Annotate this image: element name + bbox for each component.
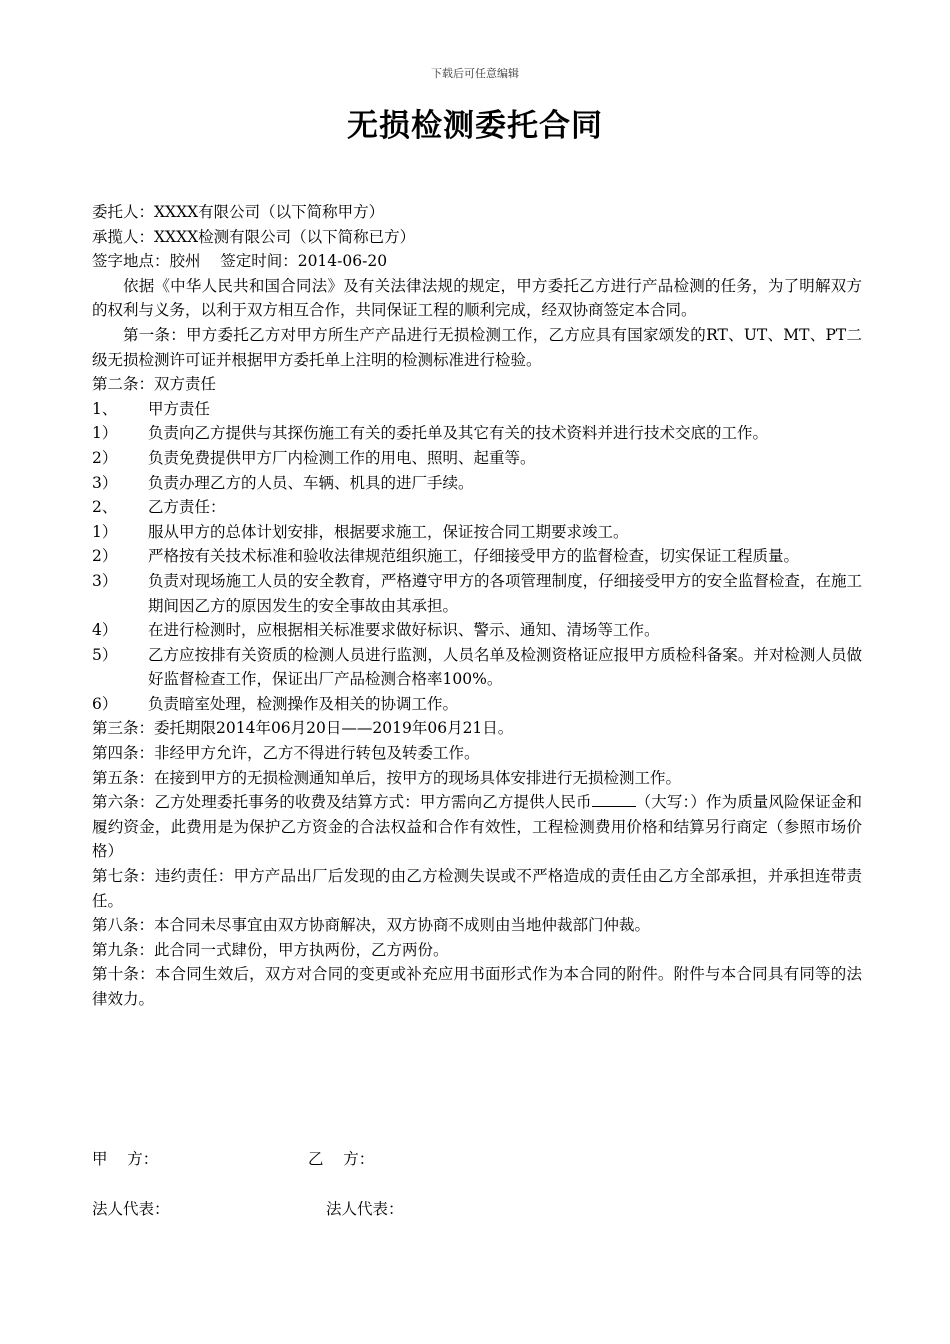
list-item [92, 520, 862, 545]
party-a-label: 甲方责任 [148, 399, 211, 418]
article-9: 第九条：此合同一式肆份，甲方执两份，乙方两份。 [92, 940, 449, 959]
item-text: 乙方应按排有关资质的检测人员进行监测，人员名单及检测资格证应报甲方质检科备案。并对检测人员做好监督检查工作，保证出厂产品检测合格率100%。 [148, 645, 862, 689]
document-title: 无损检测委托合同 [347, 108, 603, 144]
list-item [92, 471, 862, 496]
contractor-line: 承揽人：XXXX检测有限公司（以下简称已方） [92, 227, 416, 246]
item-text: 服从甲方的总体计划安排，根据要求施工，保证按合同工期要求竣工。 [148, 522, 629, 541]
item-text: 负责办理乙方的人员、车辆、机具的进厂手续。 [148, 473, 474, 492]
list-item [92, 569, 862, 618]
party-b-representative: 法人代表： [326, 1200, 404, 1218]
item-number: 2） [92, 547, 118, 566]
item-number: 3） [92, 571, 118, 590]
item-text: 在进行检测时，应根据相关标准要求做好标识、警示、通知、清场等工作。 [148, 621, 660, 640]
party-b-number: 2、 [92, 498, 118, 517]
list-item [92, 446, 862, 471]
item-number: 6） [92, 694, 118, 713]
party-a-signature: 甲 方： [92, 1150, 159, 1168]
party-b-signature: 乙 方： [308, 1150, 375, 1168]
item-text: 负责暗室处理，检测操作及相关的协调工作。 [148, 694, 459, 713]
article-6-before: 第六条：乙方处理委托事务的收费及结算方式：甲方需向乙方提供人民币 [92, 793, 592, 812]
article-2-heading: 第二条：双方责任 [92, 375, 217, 394]
list-item [92, 544, 862, 569]
article-6-after: （大写：）作为质量风险保证金和履约资金，此费用是为保护乙方资金的合法权益和合作有效性，工程检测费用价格和结算另行商定（参照市场价格） [92, 793, 862, 861]
item-number: 1） [92, 522, 118, 541]
item-text: 负责向乙方提供与其探伤施工有关的委托单及其它有关的技术资料并进行技术交底的工作。 [148, 424, 769, 443]
article-6 [92, 790, 862, 864]
list-item [92, 643, 862, 692]
preamble: 依据《中华人民共和国合同法》及有关法律法规的规定，甲方委托乙方进行产品检测的任务，为了明解双方的权利与义务，以利于双方相互合作，共同保证工程的顺利完成，经双协商签定本合同。 [92, 276, 862, 320]
article-8: 第八条：本合同未尽事宜由双方协商解决，双方协商不成则由当地仲裁部门仲裁。 [92, 916, 651, 935]
article-3: 第三条：委托期限2014年06月20日——2019年06月21日。 [92, 719, 514, 738]
amount-blank [592, 792, 636, 807]
item-number: 3） [92, 473, 118, 492]
article-5: 第五条：在接到甲方的无损检测通知单后，按甲方的现场具体安排进行无损检测工作。 [92, 768, 682, 787]
party-a-heading [92, 397, 862, 422]
list-item [92, 421, 862, 446]
item-number: 2） [92, 448, 118, 467]
item-number: 4） [92, 621, 118, 640]
party-b-heading [92, 495, 862, 520]
item-number: 5） [92, 645, 118, 664]
item-text: 严格按有关技术标准和验收法律规范组织施工，仔细接受甲方的监督检查，切实保证工程质量。 [148, 547, 800, 566]
item-text: 负责免费提供甲方厂内检测工作的用电、照明、起重等。 [148, 448, 536, 467]
article-10: 第十条：本合同生效后，双方对合同的变更或补充应用书面形式作为本合同的附件。附件与本合同具有同等的法律效力。 [92, 965, 862, 1008]
article-1: 第一条：甲方委托乙方对甲方所生产产品进行无损检测工作，乙方应具有国家颂发的RT、UT、MT、PT二级无损检测许可证并根据甲方委托单上注明的检测标准进行检验。 [92, 325, 862, 369]
item-text: 负责对现场施工人员的安全教育，严格遵守甲方的各项管理制度，仔细接受甲方的安全监督检查，在施工期间因乙方的原因发生的安全事故由其承担。 [148, 571, 862, 615]
list-item [92, 692, 862, 717]
party-a-representative: 法人代表： [92, 1200, 170, 1218]
item-number: 1） [92, 424, 118, 443]
header-note: 下载后可任意编辑 [431, 67, 519, 80]
list-item [92, 618, 862, 643]
client-line: 委托人：XXXX有限公司（以下简称甲方） [92, 203, 385, 221]
place-time-line: 签字地点：胶州 签定时间：2014-06-20 [92, 252, 388, 271]
contract-body [92, 200, 862, 1012]
party-b-label: 乙方责任： [148, 498, 226, 517]
party-a-number: 1、 [92, 399, 118, 418]
article-7: 第七条：违约责任：甲方产品出厂后发现的由乙方检测失误或不严格造成的责任由乙方全部承担，并承担连带责任。 [92, 867, 862, 910]
article-4: 第四条：非经甲方允许，乙方不得进行转包及转委工作。 [92, 744, 480, 763]
